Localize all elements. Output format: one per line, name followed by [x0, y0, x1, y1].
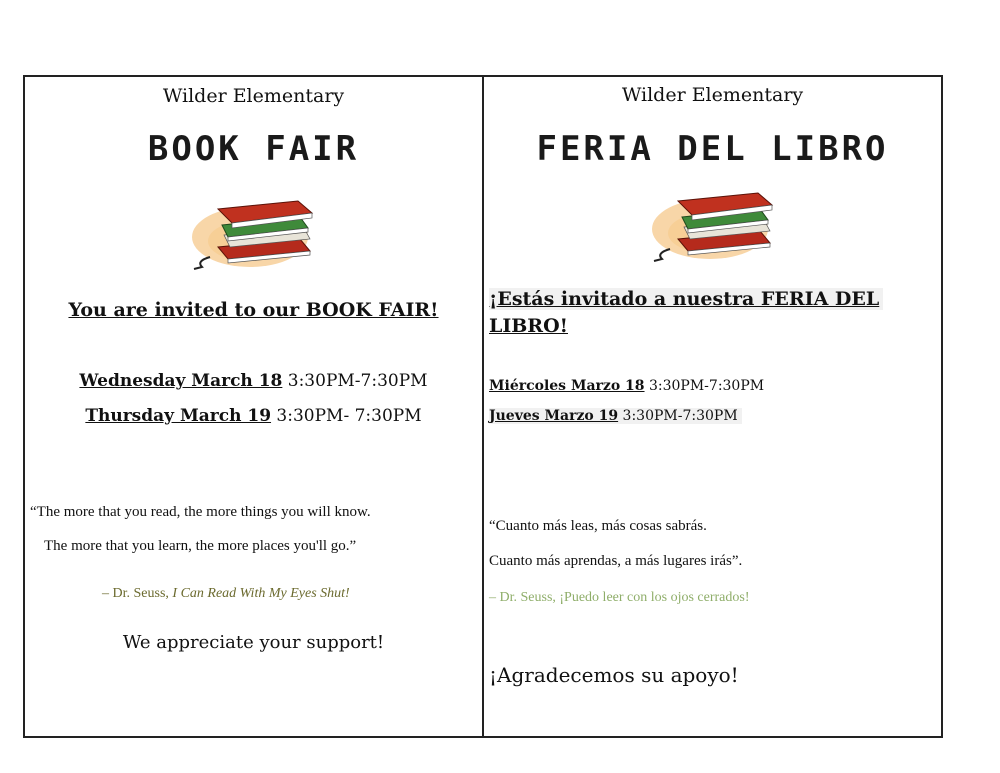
- invite-heading-line-2: LIBRO!: [489, 315, 568, 337]
- thanks-text: We appreciate your support!: [122, 632, 385, 653]
- date-line-2: [25, 406, 482, 426]
- spanish-panel: [484, 77, 941, 736]
- book-stack-icon: [188, 195, 328, 273]
- attribution-author: – Dr. Seuss,: [102, 586, 173, 601]
- attribution-book: I Can Read With My Eyes Shut!: [172, 586, 350, 601]
- school-name: Wilder Elementary: [162, 85, 345, 107]
- school-name: Wilder Elementary: [621, 84, 804, 106]
- english-panel: [25, 77, 482, 736]
- quote-line-1: “Cuanto más leas, más cosas sabrás.: [489, 518, 707, 534]
- date-time: 3:30PM-7:30PM: [282, 371, 428, 391]
- date-time: 3:30PM- 7:30PM: [271, 406, 422, 426]
- quote-line-1: “The more that you read, the more things you will know.: [30, 504, 371, 520]
- date-line-1: [25, 371, 482, 391]
- date-day: Thursday March 19: [85, 406, 272, 426]
- date-time: 3:30PM-7:30PM: [618, 408, 738, 424]
- date-day: Wednesday March 18: [79, 371, 283, 391]
- date-line-2: [489, 408, 742, 424]
- date-time: 3:30PM-7:30PM: [644, 378, 765, 394]
- quote-line-2: The more that you learn, the more places you'll go.”: [44, 538, 357, 554]
- quote-line-2: Cuanto más aprendas, a más lugares irás”.: [489, 553, 743, 569]
- quote-attribution: [102, 586, 350, 602]
- fair-title: BOOK FAIR: [147, 129, 360, 169]
- date-day: Miércoles Marzo 18: [489, 378, 645, 394]
- thanks-text: ¡Agradecemos su apoyo!: [489, 663, 739, 687]
- book-stack-icon: [648, 187, 788, 265]
- fair-title: FERIA DEL LIBRO: [536, 129, 889, 169]
- invite-heading: You are invited to our BOOK FAIR!: [68, 299, 439, 321]
- date-line-1: [489, 378, 764, 394]
- date-day: Jueves Marzo 19: [489, 408, 619, 424]
- quote-attribution: – Dr. Seuss, ¡Puedo leer con los ojos cerrados!: [489, 590, 750, 605]
- invite-heading-line-1: ¡Estás invitado a nuestra FERIA DEL: [489, 288, 883, 310]
